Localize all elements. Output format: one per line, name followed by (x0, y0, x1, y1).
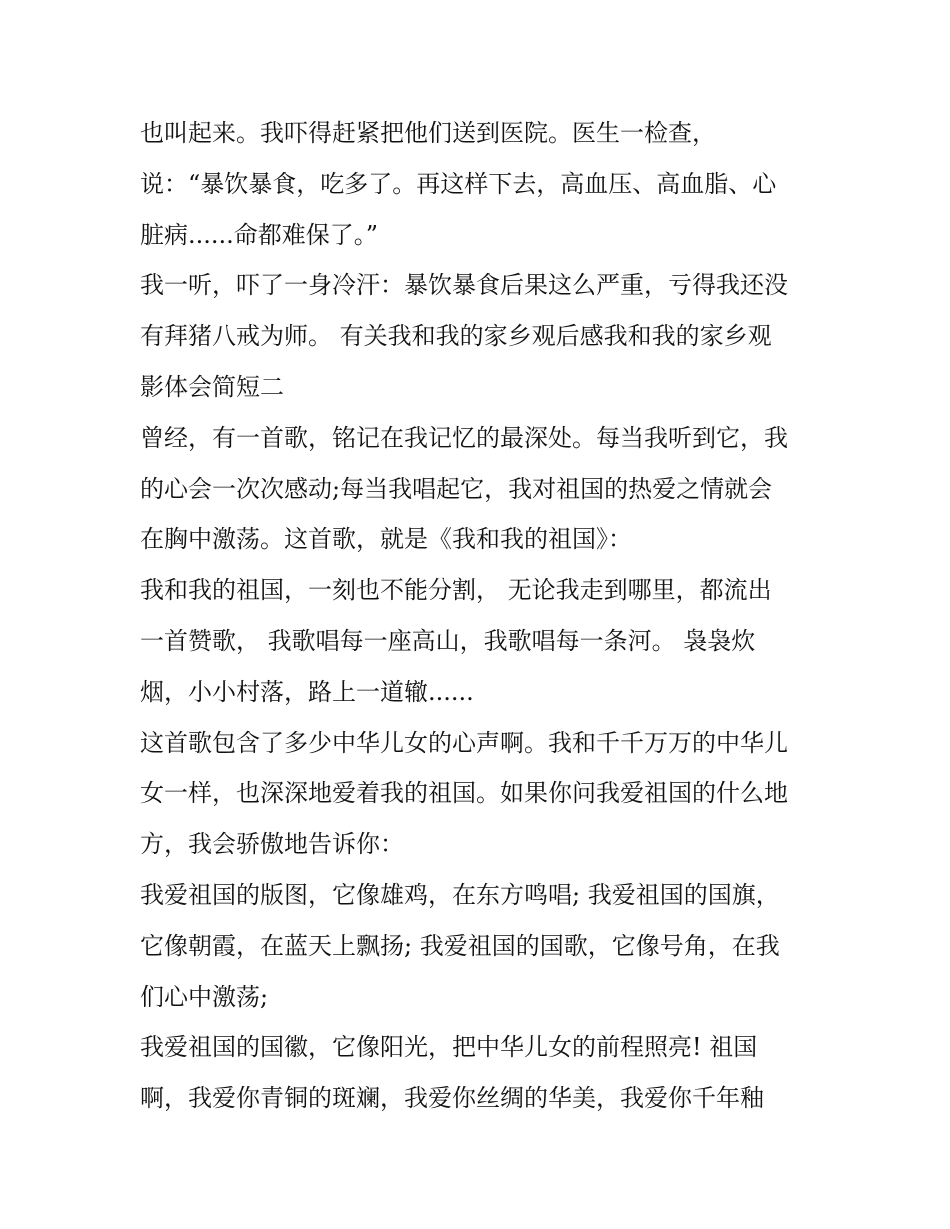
text-line: 它像朝霞，在蓝天上飘扬; 我爱祖国的国歌，它像号角，在我 (140, 931, 780, 960)
text-line: 这首歌包含了多少中华儿女的心声啊。我和千千万万的中华儿 (140, 728, 788, 757)
text-line: 啊，我爱你青铜的斑斓，我爱你丝绸的华美，我爱你千年釉 (140, 1084, 764, 1113)
text-line: 我爱祖国的国徽，它像阳光，把中华儿女的前程照亮! 祖国 (140, 1033, 758, 1062)
text-line: 脏病......命都难保了。” (140, 220, 379, 249)
lyric-line: 烟，小小村落，路上一道辙...... (140, 677, 474, 706)
text-line: 在胸中激荡。这首歌，就是《我和我的祖国》： (140, 525, 632, 554)
text-line: 有拜猪八戒为师。 有关我和我的家乡观后感我和我的家乡观 (140, 322, 772, 351)
text-line: 也叫起来。我吓得赶紧把他们送到医院。医生一检查， (140, 119, 716, 147)
text-line: 方，我会骄傲地告诉你： (140, 830, 404, 859)
text-line: 说：“暴饮暴食，吃多了。再这样下去，高血压、高血脂、心 (140, 169, 777, 198)
lyric-line: 一首赞歌， 我歌唱每一座高山，我歌唱每一条河。 袅袅炊 (140, 626, 756, 655)
lyric-line: 我和我的祖国，一刻也不能分割， 无论我走到哪里，都流出 (140, 576, 772, 605)
text-line: 的心会一次次感动;每当我唱起它，我对祖国的热爱之情就会 (140, 474, 773, 503)
text-line: 曾经，有一首歌，铭记在我记忆的最深处。每当我听到它，我 (140, 423, 788, 452)
text-line: 女一样，也深深地爱着我的祖国。如果你问我爱祖国的什么地 (140, 779, 788, 808)
text-line: 我一听，吓了一身冷汗：暴饮暴食后果这么严重，亏得我还没 (140, 271, 788, 300)
body-text (140, 108, 830, 1124)
section-heading: 影体会简短二 (140, 372, 284, 401)
text-line: 我爱祖国的版图，它像雄鸡，在东方鸣唱; 我爱祖国的国旗， (140, 880, 780, 909)
text-line: 们心中激荡; (140, 982, 269, 1011)
